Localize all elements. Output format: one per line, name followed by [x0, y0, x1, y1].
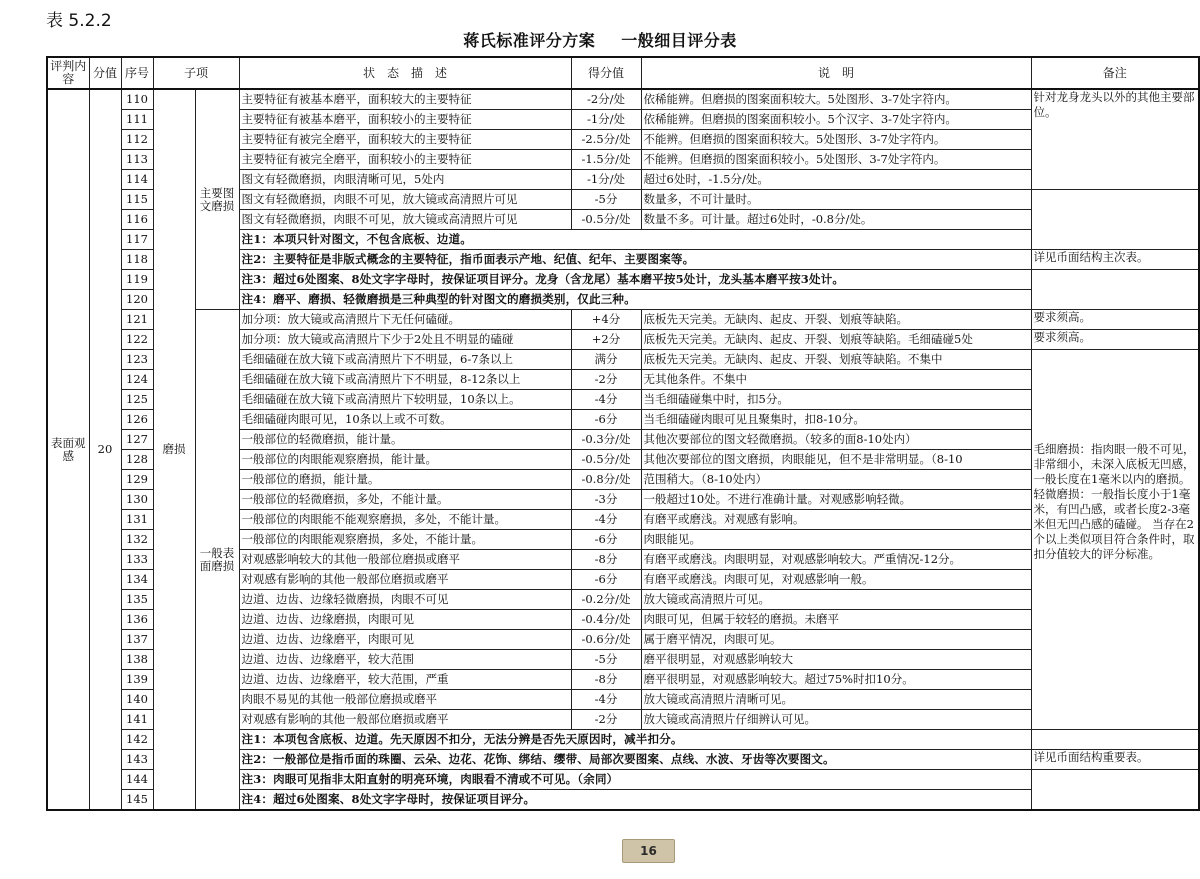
row-number: 135 — [121, 590, 153, 610]
row-points: -3分 — [571, 490, 641, 510]
row-points: -2分 — [571, 370, 641, 390]
row-desc: 其他次要部位的图文轻微磨损。（较多的面8-10处内） — [641, 430, 1031, 450]
row-note: 注1：本项包含底板、边道。先天原因不扣分，无法分辨是否先天原因时，减半扣分。 — [239, 730, 1031, 750]
row-number: 142 — [121, 730, 153, 750]
row-number: 111 — [121, 110, 153, 130]
row-desc: 有磨平或磨浅。肉眼明显，对观感影响较大。严重情况-12分。 — [641, 550, 1031, 570]
row-desc: 底板先天完美。无缺肉、起皮、开裂、划痕等缺陷。不集中 — [641, 350, 1031, 370]
row-number: 132 — [121, 530, 153, 550]
table-row — [47, 89, 1199, 110]
row-note: 注4：磨平、磨损、轻微磨损是三种典型的针对图文的磨损类别，仅此三种。 — [239, 290, 1031, 310]
header-score: 分值 — [89, 57, 121, 89]
row-remark: 要求须高。 — [1031, 330, 1199, 350]
row-number: 123 — [121, 350, 153, 370]
row-state: 肉眼不易见的其他一般部位磨损或磨平 — [239, 690, 571, 710]
row-state: 对观感影响较大的其他一般部位磨损或磨平 — [239, 550, 571, 570]
row-remark: 详见币面结构主次表。 — [1031, 250, 1199, 270]
row-state: 一般部位的肉眼能观察磨损，能计量。 — [239, 450, 571, 470]
row-number: 141 — [121, 710, 153, 730]
row-points: -2分/处 — [571, 89, 641, 110]
row-state: 一般部位的轻微磨损，多处，不能计量。 — [239, 490, 571, 510]
header-note: 备注 — [1031, 57, 1199, 89]
row-state: 一般部位的肉眼能观察磨损，多处，不能计量。 — [239, 530, 571, 550]
row-remark: 针对龙身龙头以外的其他主要部位。 — [1031, 89, 1199, 190]
row-state: 一般部位的轻微磨损，能计量。 — [239, 430, 571, 450]
row-number: 125 — [121, 390, 153, 410]
header-points: 得分值 — [571, 57, 641, 89]
row-note: 注2：主要特征是非版式概念的主要特征，指币面表示产地、纪值、纪年、主要图案等。 — [239, 250, 1031, 270]
row-desc: 依稀能辨。但磨损的图案面积较大。5处图形、3-7处字符内。 — [641, 89, 1031, 110]
row-state: 主要特征有被基本磨平，面积较小的主要特征 — [239, 110, 571, 130]
row-number: 121 — [121, 310, 153, 330]
row-points: -6分 — [571, 410, 641, 430]
row-number: 127 — [121, 430, 153, 450]
row-points: -0.2分/处 — [571, 590, 641, 610]
row-desc: 一般超过10处。不进行准确计量。对观感影响轻微。 — [641, 490, 1031, 510]
table-row — [47, 310, 1199, 330]
row-number: 130 — [121, 490, 153, 510]
row-note: 注3：肉眼可见指非太阳直射的明亮环境，肉眼看不清或不可见。（余同） — [239, 770, 1031, 790]
row-state: 对观感有影响的其他一般部位磨损或磨平 — [239, 710, 571, 730]
row-state: 毛细磕碰在放大镜下或高清照片下不明显，8-12条以上 — [239, 370, 571, 390]
row-remark: 毛细磨损：指肉眼一般不可见，非常细小，未深入底板无凹感，一般长度在1毫米以内的磨损。 轻微磨损：一般指长度小于1毫米，有凹凸感，或者长度2-3毫米但无凹凸感的磕碰。 当存在2个以上类似项目符合条件时，取扣分值较大的评分标准。 — [1031, 350, 1199, 730]
row-number: 120 — [121, 290, 153, 310]
row-points: -5分 — [571, 190, 641, 210]
row-desc: 无其他条件。不集中 — [641, 370, 1031, 390]
row-points: -0.6分/处 — [571, 630, 641, 650]
row-points: -2分 — [571, 710, 641, 730]
row-state: 边道、边齿、边缘磨平，肉眼可见 — [239, 630, 571, 650]
row-points: -6分 — [571, 530, 641, 550]
row-state: 对观感有影响的其他一般部位磨损或磨平 — [239, 570, 571, 590]
row-number: 139 — [121, 670, 153, 690]
row-desc: 放大镜或高清照片清晰可见。 — [641, 690, 1031, 710]
row-desc: 不能辨。但磨损的图案面积较小。5处图形、3-7处字符内。 — [641, 150, 1031, 170]
table-header-row — [47, 57, 1199, 89]
row-desc: 底板先天完美。无缺肉、起皮、开裂、划痕等缺陷。 — [641, 310, 1031, 330]
row-number: 134 — [121, 570, 153, 590]
header-number: 序号 — [121, 57, 153, 89]
title-scheme: 蒋氏标准评分方案 — [463, 31, 596, 50]
row-desc: 磨平很明显，对观感影响较大 — [641, 650, 1031, 670]
header-subitem: 子项 — [153, 57, 239, 89]
row-number: 124 — [121, 370, 153, 390]
row-state: 主要特征有被基本磨平，面积较大的主要特征 — [239, 89, 571, 110]
row-desc: 放大镜或高清照片仔细辨认可见。 — [641, 710, 1031, 730]
row-number: 118 — [121, 250, 153, 270]
row-number: 115 — [121, 190, 153, 210]
row-number: 143 — [121, 750, 153, 770]
row-desc: 放大镜或高清照片可见。 — [641, 590, 1031, 610]
row-desc: 不能辨。但磨损的图案面积较大。5处图形、3-7处字符内。 — [641, 130, 1031, 150]
row-points: -0.4分/处 — [571, 610, 641, 630]
row-state: 图文有轻微磨损，肉眼清晰可见，5处内 — [239, 170, 571, 190]
row-state: 主要特征有被完全磨平，面积较小的主要特征 — [239, 150, 571, 170]
row-points: +4分 — [571, 310, 641, 330]
row-note: 注2：一般部位是指币面的珠圈、云朵、边花、花饰、绑结、缨带、局部次要图案、点线、水波、牙齿等次要图文。 — [239, 750, 1031, 770]
row-number: 129 — [121, 470, 153, 490]
row-state: 边道、边齿、边缘磨平，较大范围，严重 — [239, 670, 571, 690]
category-cell: 表面观感 — [47, 89, 89, 810]
row-desc: 肉眼可见，但属于较轻的磨损。未磨平 — [641, 610, 1031, 630]
row-points: -0.8分/处 — [571, 470, 641, 490]
row-points: -1分/处 — [571, 110, 641, 130]
header-state: 状 态 描 述 — [239, 57, 571, 89]
row-desc: 肉眼能见。 — [641, 530, 1031, 550]
row-number: 110 — [121, 89, 153, 110]
row-number: 131 — [121, 510, 153, 530]
row-state: 一般部位的肉眼能不能观察磨损，多处，不能计量。 — [239, 510, 571, 530]
row-state: 一般部位的磨损，能计量。 — [239, 470, 571, 490]
row-desc: 磨平很明显，对观感影响较大。超过75%时扣10分。 — [641, 670, 1031, 690]
row-number: 145 — [121, 790, 153, 811]
row-points: -5分 — [571, 650, 641, 670]
row-number: 116 — [121, 210, 153, 230]
row-points: -6分 — [571, 570, 641, 590]
row-note: 注3：超过6处图案、8处文字字母时，按保证项目评分。龙身（含龙尾）基本磨平按5处计，龙头基本磨平按3处计。 — [239, 270, 1031, 290]
row-points: -1分/处 — [571, 170, 641, 190]
row-remark: 要求须高。 — [1031, 310, 1199, 330]
header-desc: 说 明 — [641, 57, 1031, 89]
row-state: 毛细磕碰在放大镜下或高清照片下不明显，6-7条以上 — [239, 350, 571, 370]
header-category: 评判内容 — [47, 57, 89, 89]
row-points: +2分 — [571, 330, 641, 350]
row-state: 主要特征有被完全磨平，面积较大的主要特征 — [239, 130, 571, 150]
row-number: 140 — [121, 690, 153, 710]
row-note: 注4：超过6处图案、8处文字字母时，按保证项目评分。 — [239, 790, 1031, 811]
row-number: 126 — [121, 410, 153, 430]
row-points: -4分 — [571, 690, 641, 710]
row-remark — [1031, 190, 1199, 250]
row-desc: 依稀能辨。但磨损的图案面积较小。5个汉字、3-7处字符内。 — [641, 110, 1031, 130]
row-remark — [1031, 270, 1199, 310]
row-number: 137 — [121, 630, 153, 650]
row-points: -0.5分/处 — [571, 210, 641, 230]
row-state: 加分项：放大镜或高清照片下少于2处且不明显的磕碰 — [239, 330, 571, 350]
row-number: 128 — [121, 450, 153, 470]
page-title — [0, 28, 1200, 51]
row-number: 136 — [121, 610, 153, 630]
row-state: 毛细磕碰在放大镜下或高清照片下较明显，10条以上。 — [239, 390, 571, 410]
row-number: 113 — [121, 150, 153, 170]
row-number: 114 — [121, 170, 153, 190]
row-state: 加分项：放大镜或高清照片下无任何磕碰。 — [239, 310, 571, 330]
group-main-wear: 主要图文磨损 — [195, 89, 239, 310]
row-state: 图文有轻微磨损，肉眼不可见，放大镜或高清照片可见 — [239, 190, 571, 210]
row-state: 图文有轻微磨损，肉眼不可见，放大镜或高清照片可见 — [239, 210, 571, 230]
row-desc: 有磨平或磨浅。对观感有影响。 — [641, 510, 1031, 530]
row-state: 边道、边齿、边缘轻微磨损，肉眼不可见 — [239, 590, 571, 610]
row-points: -1.5分/处 — [571, 150, 641, 170]
table-body — [47, 89, 1199, 810]
row-points: -8分 — [571, 670, 641, 690]
group-general-wear: 一般表面磨损 — [195, 310, 239, 811]
row-desc: 当毛细磕碰集中时，扣5分。 — [641, 390, 1031, 410]
row-desc: 超过6处时，-1.5分/处。 — [641, 170, 1031, 190]
row-points: -0.5分/处 — [571, 450, 641, 470]
page-number: 16 — [622, 839, 675, 863]
row-state: 毛细磕碰肉眼可见，10条以上或不可数。 — [239, 410, 571, 430]
row-number: 119 — [121, 270, 153, 290]
row-points: -4分 — [571, 510, 641, 530]
row-remark — [1031, 730, 1199, 750]
row-state: 边道、边齿、边缘磨平，较大范围 — [239, 650, 571, 670]
row-number: 144 — [121, 770, 153, 790]
row-number: 133 — [121, 550, 153, 570]
row-number: 112 — [121, 130, 153, 150]
row-desc: 底板先天完美。无缺肉、起皮、开裂、划痕等缺陷。毛细磕碰5处 — [641, 330, 1031, 350]
row-desc: 属于磨平情况，肉眼可见。 — [641, 630, 1031, 650]
row-number: 117 — [121, 230, 153, 250]
table-label: 表 5.2.2 — [46, 11, 112, 31]
row-desc: 其他次要部位的图文磨损，肉眼能见，但不是非常明显。（8-10 — [641, 450, 1031, 470]
row-number: 122 — [121, 330, 153, 350]
row-remark — [1031, 770, 1199, 811]
row-number: 138 — [121, 650, 153, 670]
scoring-table — [46, 56, 1200, 811]
row-points: -2.5分/处 — [571, 130, 641, 150]
row-desc: 当毛细磕碰肉眼可见且聚集时，扣8-10分。 — [641, 410, 1031, 430]
subitem-cell: 磨损 — [153, 89, 195, 810]
row-points: -8分 — [571, 550, 641, 570]
row-points: -0.3分/处 — [571, 430, 641, 450]
row-desc: 数量多，不可计量时。 — [641, 190, 1031, 210]
row-desc: 有磨平或磨浅。肉眼可见，对观感影响一般。 — [641, 570, 1031, 590]
row-state: 边道、边齿、边缘磨损，肉眼可见 — [239, 610, 571, 630]
score-cell: 20 — [89, 89, 121, 810]
title-table-name: 一般细目评分表 — [621, 31, 737, 50]
row-desc: 数量不多。可计量。超过6处时，-0.8分/处。 — [641, 210, 1031, 230]
row-remark: 详见币面结构重要表。 — [1031, 750, 1199, 770]
row-points: -4分 — [571, 390, 641, 410]
row-points: 满分 — [571, 350, 641, 370]
row-note: 注1：本项只针对图文，不包含底板、边道。 — [239, 230, 1031, 250]
row-desc: 范围稍大。（8-10处内） — [641, 470, 1031, 490]
